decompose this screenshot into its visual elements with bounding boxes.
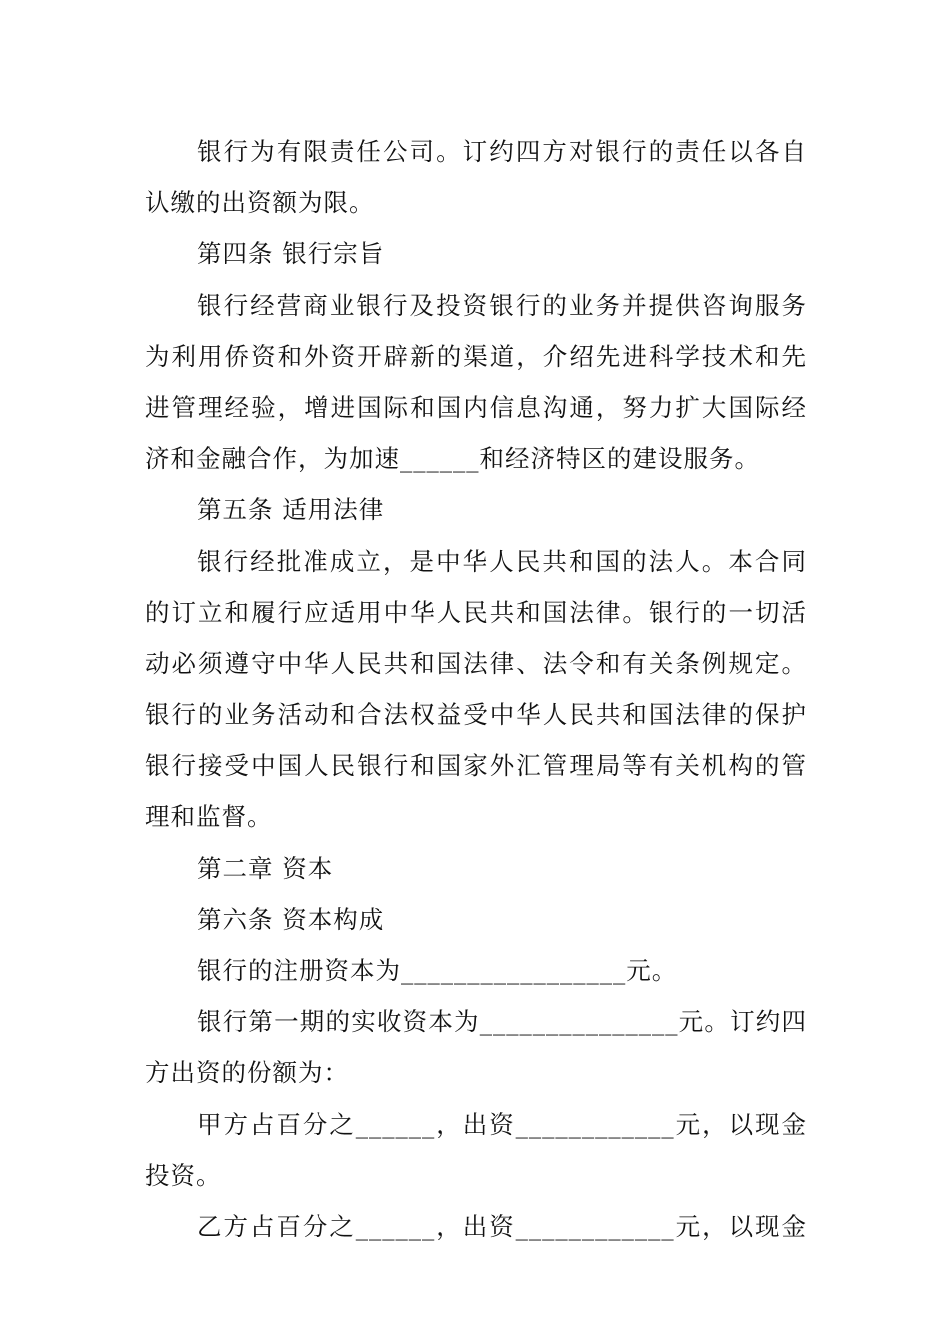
document-body: [145, 126, 807, 1252]
text-line: 理和监督。: [145, 802, 273, 832]
text-line: 的订立和履行应适用中华人民共和国法律。银行的一切活: [145, 597, 807, 627]
text-line: 济和金融合作，为加速______和经济特区的建设服务。: [145, 444, 760, 474]
text-line: 甲方占百分之______，出资____________元，以现金: [197, 1109, 807, 1139]
text-line: 投资。: [145, 1160, 222, 1190]
text-line: 银行经营商业银行及投资银行的业务并提供咨询服务: [197, 290, 807, 320]
text-line: 认缴的出资额为限。: [145, 188, 375, 218]
text-line: 方出资的份额为：: [145, 1058, 349, 1088]
text-line: 银行为有限责任公司。订约四方对银行的责任以各自: [197, 137, 807, 166]
text-line: 第二章 资本: [197, 853, 334, 883]
text-line: 动必须遵守中华人民共和国法律、法令和有关条例规定。: [145, 648, 807, 678]
text-line: 银行经批准成立，是中华人民共和国的法人。本合同: [197, 546, 807, 576]
text-line: 银行的业务活动和合法权益受中华人民共和国法律的保护: [145, 700, 807, 730]
text-line: 为利用侨资和外资开辟新的渠道，介绍先进科学技术和先: [145, 341, 807, 371]
text-line: 银行的注册资本为_________________元。: [197, 956, 678, 985]
text-line: 银行第一期的实收资本为_______________元。订约四: [197, 1007, 807, 1037]
text-line: 第六条 资本构成: [197, 904, 385, 934]
text-line: 第五条 适用法律: [197, 495, 385, 525]
text-line: 进管理经验，增进国际和国内信息沟通，努力扩大国际经: [145, 392, 807, 422]
text-line: 第四条 银行宗旨: [197, 239, 385, 269]
text-line: 乙方占百分之______，出资____________元，以现金: [197, 1211, 807, 1241]
text-line: 银行接受中国人民银行和国家外汇管理局等有关机构的管: [145, 751, 807, 781]
